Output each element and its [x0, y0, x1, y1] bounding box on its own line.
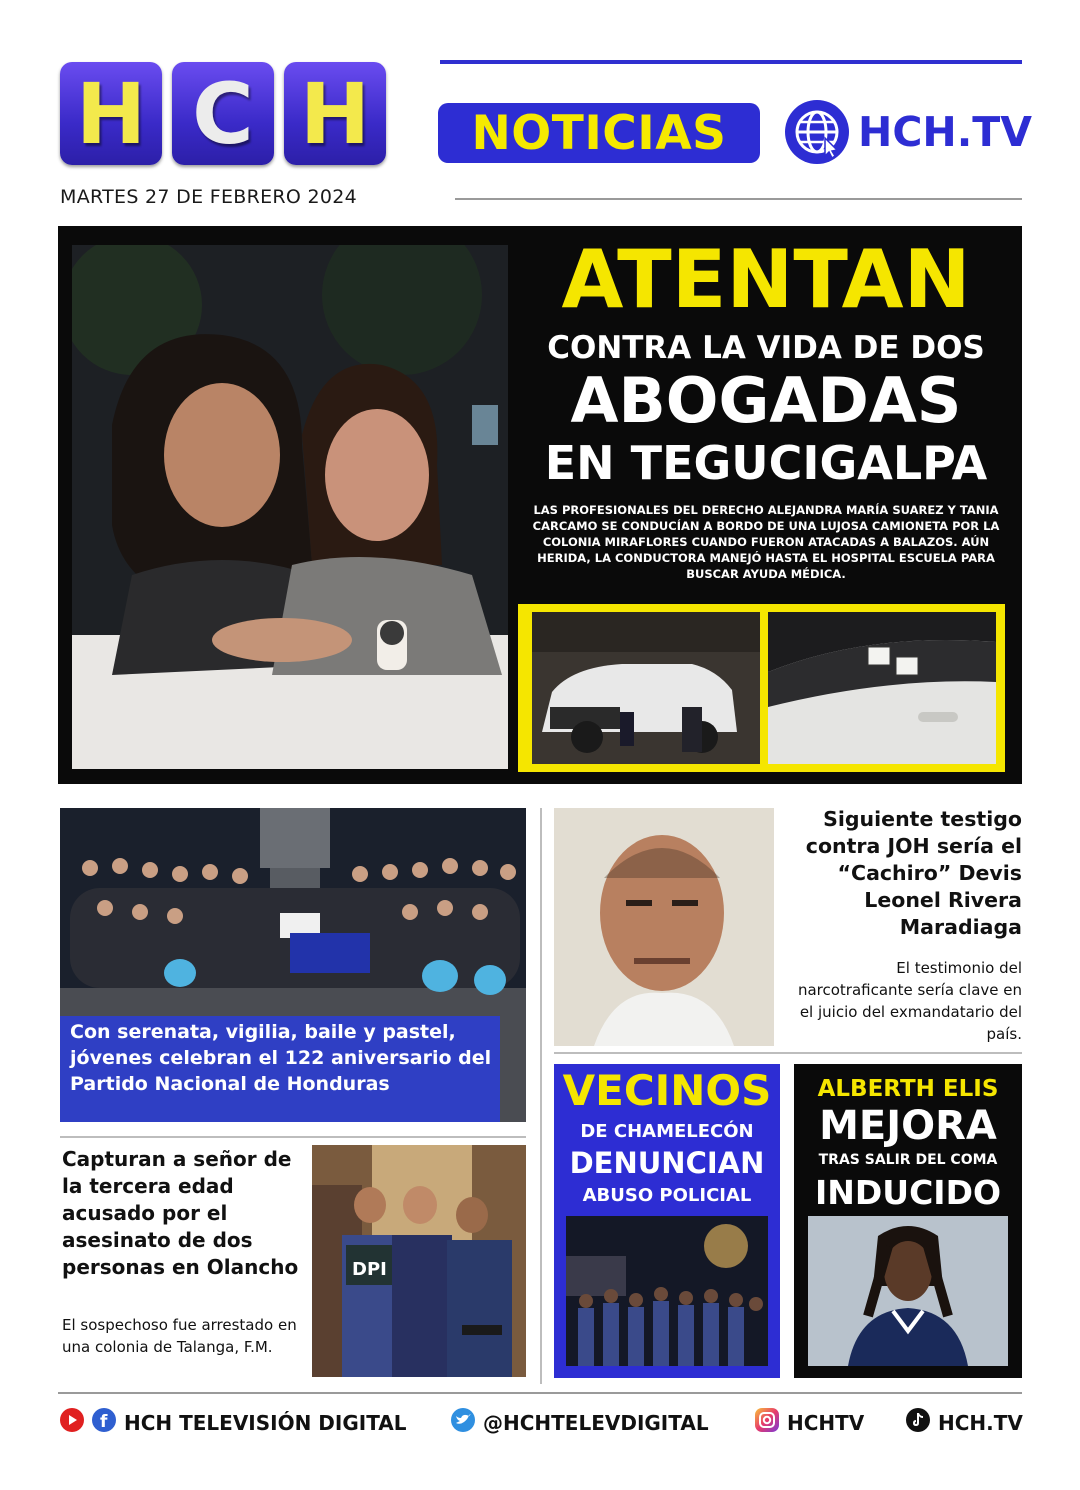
twitter-icon[interactable]: [451, 1408, 475, 1432]
lead-photo-lawyers: [72, 245, 508, 769]
masthead-rule: [440, 60, 1022, 64]
vecinos-headline-2: DE CHAMELECÓN: [580, 1121, 754, 1142]
alberth-headline-1: ALBERTH ELIS: [817, 1076, 999, 1102]
date-rule: [455, 198, 1022, 200]
instagram-icon[interactable]: [755, 1408, 779, 1432]
lead-headline-main: ATENTAN: [561, 233, 971, 326]
party-caption[interactable]: Con serenata, vigilia, baile y pastel, jóvenes celebran el 122 aniversario del Partido Nacional de Honduras: [70, 1021, 492, 1095]
footer-rule: [58, 1392, 1022, 1394]
vecinos-headline-1: VECINOS: [562, 1066, 772, 1115]
youtube-icon[interactable]: [60, 1408, 84, 1432]
alberth-headline-3: TRAS SALIR DEL COMA: [818, 1152, 998, 1168]
issue-date: MARTES 27 DE FEBRERO 2024: [60, 186, 358, 208]
lead-thumbnails-frame: [518, 604, 1005, 772]
svg-text:DPI: DPI: [352, 1259, 387, 1280]
thumb-suv-scene: [532, 612, 760, 764]
thumb-bullet-holes: [768, 612, 996, 764]
tiktok-icon[interactable]: [906, 1408, 930, 1432]
logo-letter-h1: H: [60, 62, 162, 165]
alberth-headline-4: INDUCIDO: [814, 1173, 1002, 1212]
vecinos-headline-4: ABUSO POLICIAL: [582, 1185, 752, 1206]
capture-headline[interactable]: Capturan a señor de la tercera edad acusado por el asesinato de dos personas en Olancho: [62, 1147, 299, 1279]
logo-letter-c: C: [172, 62, 274, 165]
alberth-photo: [808, 1216, 1008, 1366]
lead-summary: LAS PROFESIONALES DEL DERECHO ALEJANDRA MARÍA SUAREZ Y TANIA CARCAMO SE CONDUCÍAN A BORDO DE UNA LUJOSA CAMIONETA POR LA COLONIA MIRAFLORES CUANDO FUERON ATACADAS A BALAZOS. AÚN HERIDA, LA CONDUCTORA MANEJÓ HASTA EL HOSPITAL ESCUELA PARA BUSCAR AYUDA MÉDICA.: [532, 503, 1000, 581]
capture-body: El sospechoso fue arrestado en una colonia de Talanga, F.M.: [62, 1316, 297, 1356]
globe-icon[interactable]: [785, 100, 849, 164]
vecinos-headline-3: DENUNCIAN: [569, 1146, 765, 1180]
logo-letter-h2: H: [284, 62, 386, 165]
lead-headline-line4: EN TEGUCIGALPA: [544, 436, 988, 490]
capture-photo: [312, 1145, 526, 1377]
witness-headline[interactable]: Siguiente testigo contra JOH sería el “Cachiro” Devis Leonel Rivera Maradiaga: [805, 807, 1022, 939]
website-link[interactable]: HCH.TV: [858, 108, 1032, 156]
section-label: NOTICIAS: [438, 103, 760, 163]
lead-headline-line3: ABOGADAS: [570, 364, 962, 437]
footer-facebook-handle[interactable]: HCH TELEVISIÓN DIGITAL: [124, 1411, 407, 1435]
footer-twitter-handle[interactable]: @HCHTELEVDIGITAL: [483, 1411, 709, 1435]
svg-text:f: f: [100, 1412, 108, 1432]
footer-tiktok-handle[interactable]: HCH.TV: [938, 1411, 1023, 1435]
mugshot-photo: [554, 808, 774, 1046]
vecinos-photo: [566, 1216, 768, 1366]
lead-headline-line2: CONTRA LA VIDA DE DOS: [547, 330, 985, 366]
footer-instagram-handle[interactable]: HCHTV: [787, 1411, 865, 1435]
facebook-icon[interactable]: [92, 1408, 116, 1432]
divider-vertical: [540, 808, 542, 1384]
divider-left: [60, 1136, 526, 1138]
divider-right: [554, 1052, 1022, 1054]
witness-body: El testimonio del narcotraficante sería clave en el juicio del exmandatario del país.: [797, 959, 1022, 1043]
alberth-headline-2: MEJORA: [819, 1103, 997, 1149]
